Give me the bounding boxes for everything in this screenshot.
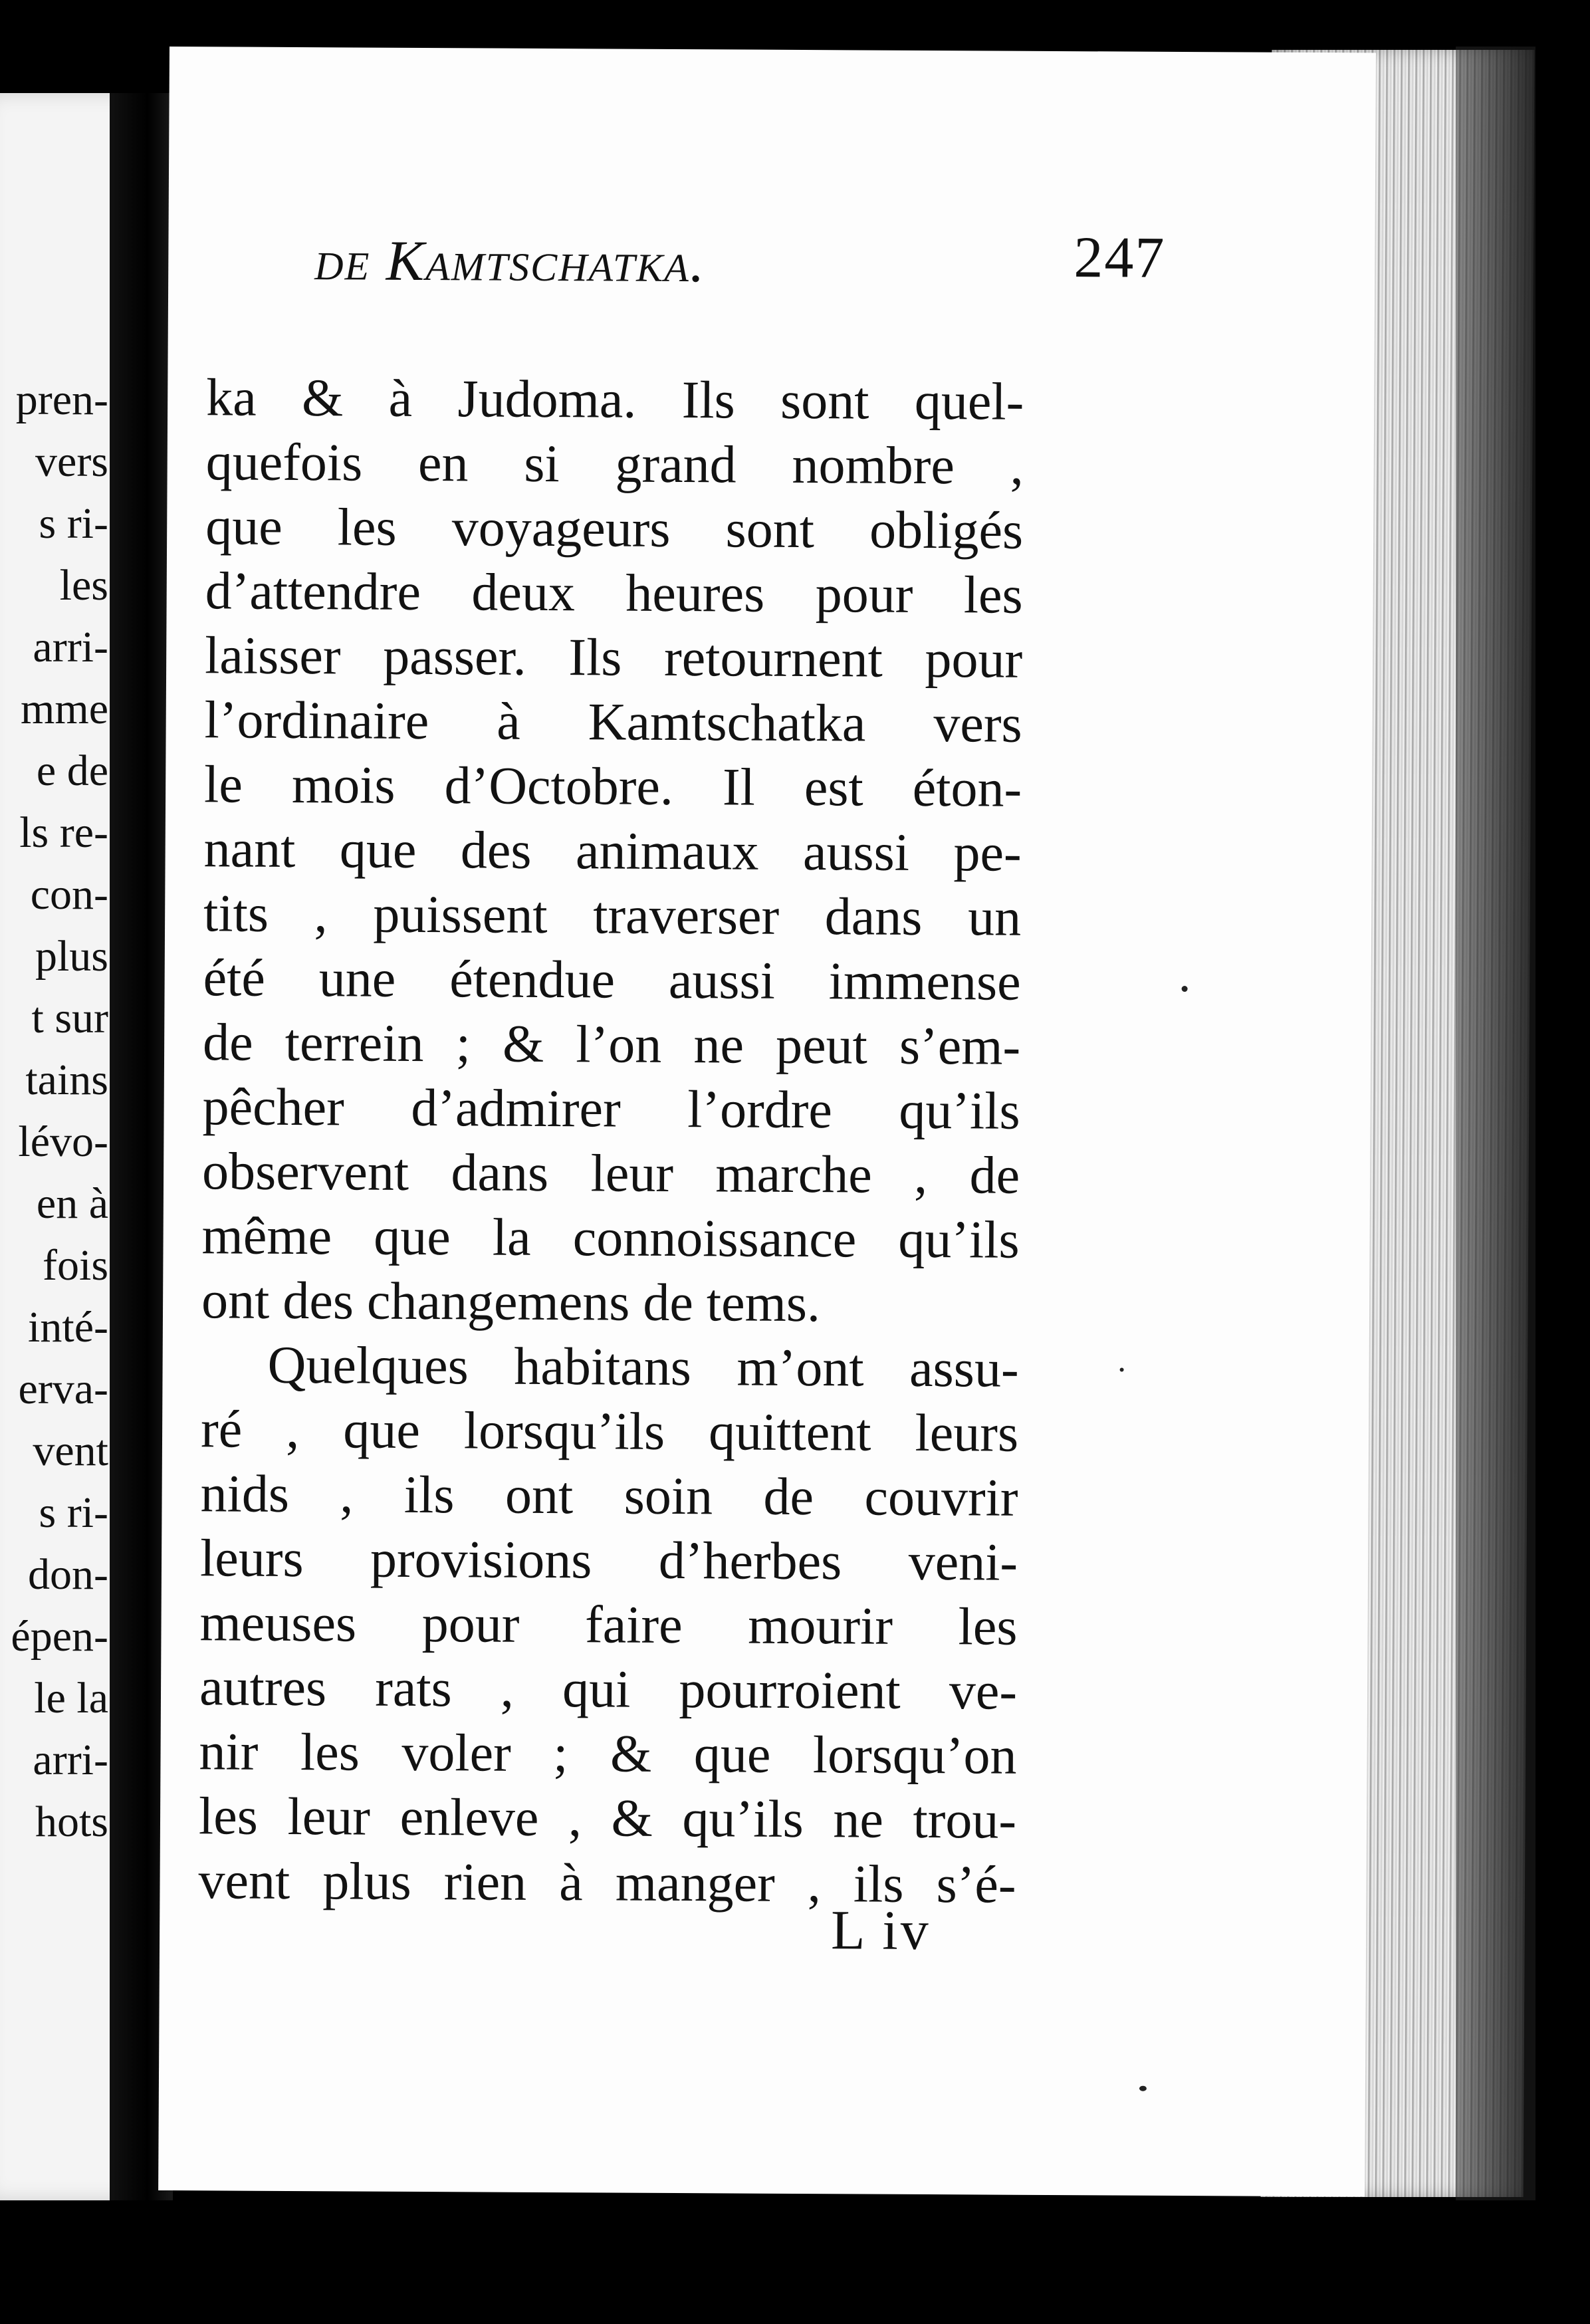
facing-line: s ri- <box>39 499 108 548</box>
facing-line: arri- <box>33 623 108 671</box>
paper-speck <box>1182 986 1188 992</box>
facing-line: con- <box>30 870 108 919</box>
signature-mark: L iv <box>830 1899 931 1962</box>
running-title: de Kamtschatka. <box>314 228 706 294</box>
text-line: ré , que lorsqu’ils quittent leurs <box>200 1400 1019 1463</box>
text-line: de terrein ; & l’on ne peut s’em- <box>202 1013 1021 1076</box>
text-line: Quelques habitans m’ont assu- <box>267 1336 1019 1399</box>
facing-line: t sur <box>31 994 108 1042</box>
facing-line: s ri- <box>39 1488 108 1537</box>
book-page <box>158 47 1376 2196</box>
facing-line: hots <box>35 1798 108 1846</box>
facing-line: vers <box>35 437 108 486</box>
text-line: ont des changemens de tems. <box>201 1271 821 1334</box>
facing-line: don- <box>28 1550 108 1599</box>
text-line: laisser passer. Ils retournent pour <box>204 626 1023 689</box>
text-line: même que la connoissance qu’ils <box>201 1207 1020 1270</box>
page-edges-shadow <box>1456 47 1535 2200</box>
facing-line: en à <box>36 1179 108 1228</box>
text-line: nids , ils ont soin de couvrir <box>200 1464 1018 1528</box>
facing-line: pren- <box>15 376 108 424</box>
facing-line: inté- <box>28 1303 108 1351</box>
text-line: ka & à Judoma. Ils sont quel- <box>206 368 1024 431</box>
facing-line: erva- <box>18 1365 108 1413</box>
text-line: quefois en si grand nombre , <box>205 433 1024 496</box>
text-line: les leur enleve , & qu’ils ne trou- <box>198 1787 1017 1850</box>
facing-page-text <box>0 369 110 1853</box>
text-line: pêcher d’admirer l’ordre qu’ils <box>202 1078 1020 1141</box>
text-line: autres rats , qui pourroient ve- <box>199 1658 1018 1721</box>
paper-speck <box>1120 1368 1124 1372</box>
facing-line: les <box>59 561 108 610</box>
facing-line: vent <box>33 1427 108 1475</box>
text-line: meuses pour faire mourir les <box>199 1593 1018 1657</box>
facing-line: lévo- <box>18 1117 108 1166</box>
facing-line: e de <box>36 747 108 795</box>
text-line: que les voyageurs sont obligés <box>205 497 1024 560</box>
facing-line: tains <box>25 1056 108 1104</box>
body-text <box>198 366 1024 1917</box>
running-header <box>314 225 1166 294</box>
text-line: été une étendue aussi immense <box>203 949 1021 1012</box>
facing-line: arri- <box>33 1736 108 1784</box>
text-line: l’ordinaire à Kamtschatka vers <box>204 691 1022 754</box>
text-line: leurs provisions d’herbes veni- <box>199 1529 1018 1592</box>
facing-line: épen- <box>11 1612 108 1661</box>
facing-line: fois <box>43 1241 108 1290</box>
facing-line: plus <box>35 932 108 981</box>
paper-speck <box>1139 2086 1147 2091</box>
text-line: observent dans leur marche , de <box>201 1142 1020 1205</box>
facing-line: ls re- <box>19 808 108 857</box>
text-line: tits , puissent traverser dans un <box>203 884 1022 947</box>
text-line: le mois d’Octobre. Il est éton- <box>203 755 1022 818</box>
text-line: d’attendre deux heures pour les <box>205 562 1023 625</box>
text-line: nir les voler ; & que lorsqu’on <box>199 1722 1017 1786</box>
text-line: vent plus rien à manger , ils s’é- <box>198 1851 1016 1915</box>
facing-line: mme <box>21 685 108 733</box>
page-number: 247 <box>1074 225 1166 290</box>
facing-line: le la <box>34 1674 108 1722</box>
text-line: nant que des animaux aussi pe- <box>203 820 1022 883</box>
